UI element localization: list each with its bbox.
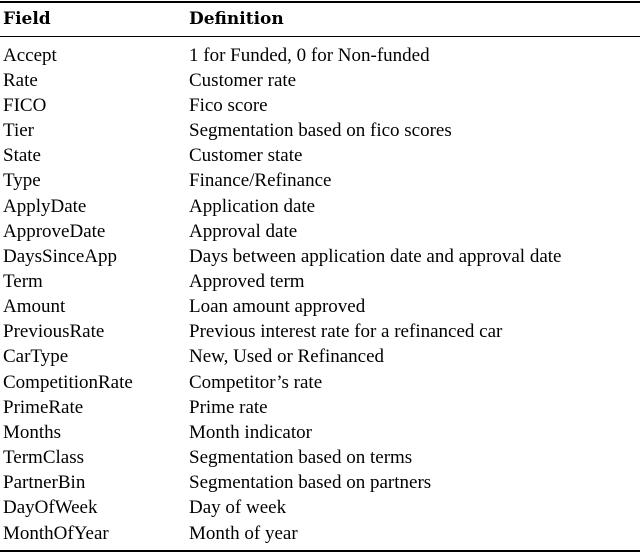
table-row	[0, 37, 561, 68]
field-cell: Accept	[3, 44, 57, 66]
table-row	[0, 194, 561, 219]
definition-cell: Application date	[189, 195, 316, 217]
definition-cell: Days between application date and approval date	[189, 245, 562, 267]
table-row	[0, 244, 561, 269]
table-row	[0, 395, 561, 420]
field-cell: Type	[3, 170, 41, 192]
definition-cell: 1 for Funded, 0 for Non-funded	[189, 44, 430, 66]
definition-cell: Day of week	[189, 497, 287, 519]
definition-cell: Finance/Refinance	[189, 170, 332, 192]
table-row	[0, 496, 561, 521]
field-cell: PrimeRate	[3, 396, 84, 418]
definition-cell: Segmentation based on fico scores	[189, 120, 452, 142]
field-cell: MonthOfYear	[3, 522, 109, 544]
field-cell: Amount	[3, 296, 66, 318]
definition-cell: Loan amount approved	[189, 296, 366, 318]
field-cell: TermClass	[3, 447, 84, 469]
definition-cell: Month indicator	[189, 421, 312, 443]
field-cell: Term	[3, 270, 43, 292]
field-cell: ApplyDate	[3, 195, 87, 217]
definition-cell: Prime rate	[189, 396, 268, 418]
field-cell: PartnerBin	[3, 472, 86, 494]
definition-cell: Month of year	[189, 522, 298, 544]
field-cell: Rate	[3, 69, 38, 91]
table-row	[0, 219, 561, 244]
table-row	[0, 320, 561, 345]
table-row	[0, 345, 561, 370]
table-row	[0, 370, 561, 395]
table-row	[0, 521, 561, 546]
field-cell: DayOfWeek	[3, 497, 98, 519]
definition-cell: Segmentation based on terms	[189, 447, 413, 469]
table-body	[0, 37, 561, 546]
definition-cell: Segmentation based on partners	[189, 472, 432, 494]
table-row	[0, 295, 561, 320]
field-cell: CarType	[3, 346, 69, 368]
table-row	[0, 169, 561, 194]
field-cell: Tier	[3, 120, 34, 142]
table-row	[0, 446, 561, 471]
table-row	[0, 68, 561, 93]
field-cell: DaysSinceApp	[3, 245, 117, 267]
definition-cell: New, Used or Refinanced	[189, 346, 385, 368]
field-cell: Months	[3, 421, 62, 443]
field-cell: ApproveDate	[3, 220, 106, 242]
table-row	[0, 269, 561, 294]
definition-cell: Approved term	[189, 270, 305, 292]
definition-cell: Previous interest rate for a refinanced car	[189, 321, 503, 343]
table-row	[0, 420, 561, 445]
definition-cell: Customer state	[189, 145, 303, 167]
definition-cell: Approval date	[189, 220, 298, 242]
field-cell: CompetitionRate	[3, 371, 133, 393]
table-row	[0, 93, 561, 118]
header-field: Field	[3, 8, 51, 29]
field-cell: FICO	[3, 94, 47, 116]
definition-cell: Competitor’s rate	[189, 371, 323, 393]
bottom-rule	[0, 550, 640, 552]
table-row	[0, 118, 561, 143]
field-cell: PreviousRate	[3, 321, 105, 343]
definition-cell: Customer rate	[189, 69, 297, 91]
definition-cell: Fico score	[189, 94, 268, 116]
header-definition: Definition	[189, 8, 284, 29]
field-cell: State	[3, 145, 41, 167]
table-row	[0, 144, 561, 169]
table-row	[0, 471, 561, 496]
header-row	[0, 0, 561, 37]
